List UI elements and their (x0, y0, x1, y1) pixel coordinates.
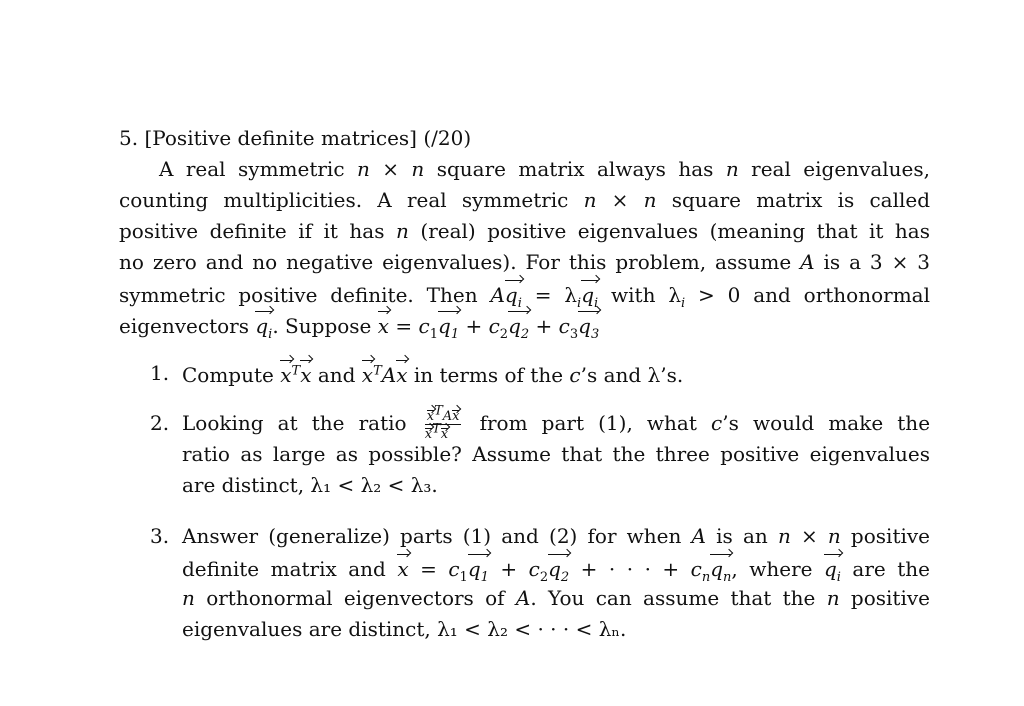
vector-q-i: $q_i$ (255, 309, 272, 342)
vector-q-i: $q_i$ (824, 552, 841, 585)
text-run: symmetric positive definite. Then (119, 283, 491, 307)
text-run: square matrix is called (656, 188, 930, 212)
text-run: square matrix always has (424, 157, 726, 181)
paragraph-line-4 (119, 247, 930, 278)
math-xTAx: $x^TAx$ (362, 363, 408, 387)
math-n: n (725, 157, 739, 181)
item-number: 1. (150, 361, 170, 385)
text-run: . You can assume that the (530, 586, 827, 610)
item-body (182, 403, 931, 501)
math-xTx: $x^Tx$ (280, 363, 311, 387)
text-run: in terms of the (407, 363, 570, 387)
item-line: eigenvalues are distinct, λ₁ < λ₂ < · · · < λₙ. (182, 617, 627, 641)
text-run: positive (840, 524, 931, 548)
text-run: Looking at the ratio (182, 411, 407, 435)
text-run: is a 3 × 3 (814, 250, 931, 274)
math-n-by-n: n × n (356, 157, 425, 181)
paragraph-line-6 (119, 309, 930, 340)
math-c: c (569, 363, 581, 387)
text-run: ’s would make the (722, 411, 931, 435)
text-run: (real) positive eigenvalues (meaning that it has (408, 219, 930, 243)
text-run: . Suppose (272, 314, 378, 338)
x-general-expansion: $x = c_1q_1 + c_2q_2$ + · · · + $c_nq_n$ (397, 557, 731, 581)
problem-title: 5. [Positive definite matrices] (/20) (119, 126, 472, 150)
item-line (182, 583, 930, 614)
item-body (182, 358, 930, 389)
text-run: orthonormal eigenvectors of (194, 586, 516, 610)
math-A: A (800, 250, 815, 274)
text-run: Compute (182, 363, 281, 387)
paragraph-line-2 (119, 185, 930, 216)
text-run: positive (839, 586, 930, 610)
item-number: 2. (150, 411, 170, 435)
math-n-by-n: n × n (583, 188, 657, 212)
math-n-by-n: n × n (777, 524, 841, 548)
math-n: n (826, 586, 840, 610)
text-run: definite matrix and (182, 557, 398, 581)
math-c: c (711, 411, 723, 435)
problem-paragraph (119, 154, 930, 340)
math-A: A (515, 586, 531, 610)
lambda-i: $\lambda_i$ (668, 283, 686, 311)
text-run: and (311, 363, 362, 387)
problem-heading (119, 123, 930, 154)
item-line: are distinct, λ₁ < λ₂ < λ₃. (182, 473, 438, 497)
item-line (182, 521, 930, 552)
text-run: is an (706, 524, 778, 548)
text-run: from part (1), what (479, 411, 712, 435)
text-run: eigenvectors (119, 314, 256, 338)
paragraph-line-1 (119, 154, 930, 185)
item-line (182, 552, 930, 583)
text-run: > 0 and orthonormal (685, 283, 930, 307)
x-expansion: $x = c_1q_1 + c_2q_2 + c_3q_3$ (378, 314, 599, 338)
item-line: ratio as large as possible? Assume that the three positive eigenvalues (182, 442, 930, 466)
paragraph-line-5 (119, 278, 930, 309)
text-run: ’s and λ’s. (580, 363, 684, 387)
text-run: no zero and no negative eigenvalues). For this problem, assume (119, 250, 801, 274)
text-run: with (598, 283, 669, 307)
text-run: Answer (generalize) parts (1) and (2) for when (182, 524, 692, 548)
item-line (182, 358, 930, 389)
text-run: A real symmetric (159, 157, 357, 181)
math-n: n (182, 586, 195, 610)
item-number: 3. (150, 524, 170, 548)
math-n: n (396, 219, 409, 243)
paragraph-line-3 (119, 216, 930, 247)
item-line (182, 403, 931, 442)
item-body (182, 521, 930, 645)
text-run: positive definite if it has (119, 219, 396, 243)
math-A: A (691, 524, 706, 548)
ratio-fraction: $\frac{x^TAx}{x^Tx}$ (424, 403, 460, 442)
text-run: are the (840, 557, 930, 581)
text-run: real eigenvalues, (738, 157, 930, 181)
eigen-equation: $Aq_i = \lambda_iq_i$ (490, 283, 598, 307)
text-run: counting multiplicities. A real symmetric (119, 188, 584, 212)
text-run: , where (731, 557, 824, 581)
